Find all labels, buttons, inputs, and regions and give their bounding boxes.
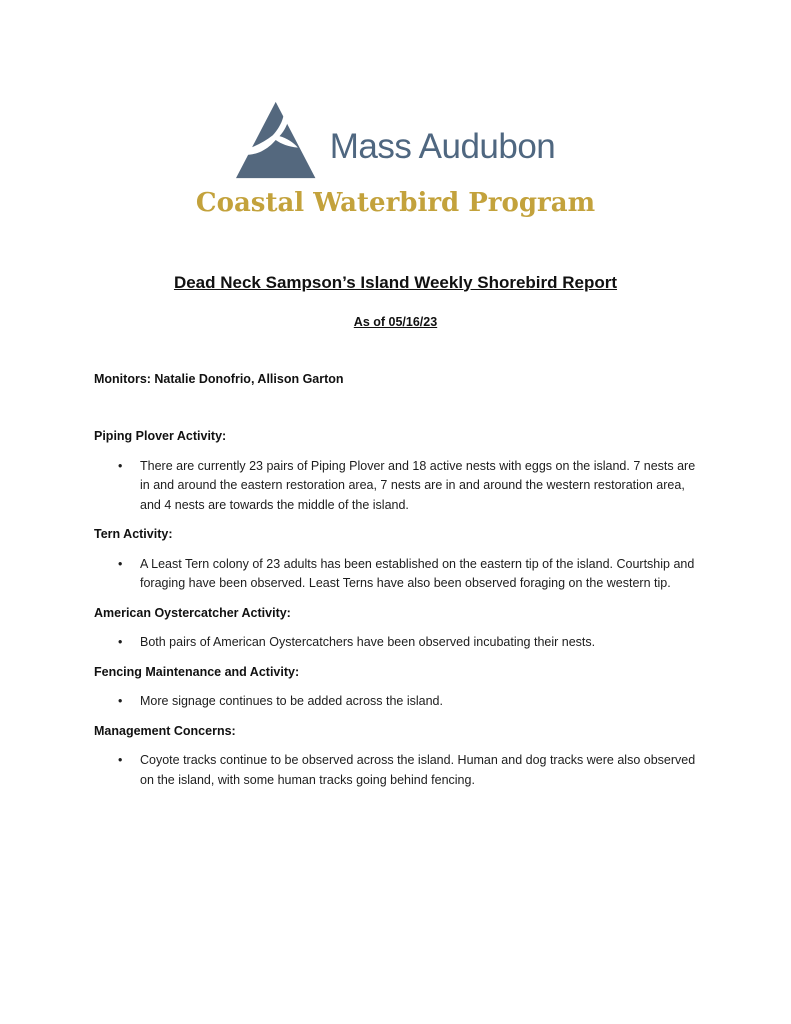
mass-audubon-triangle-bird-icon [236, 100, 320, 180]
bullet-item [94, 555, 697, 594]
bullet-item [94, 457, 697, 516]
report-sections [94, 427, 697, 790]
bullet-item [94, 692, 697, 712]
bullet-marker: • [118, 753, 123, 768]
bullet-text: Coyote tracks continue to be observed across the island. Human and dog tracks were also observed on the island, with some human tracks going behind fencing. [140, 753, 696, 787]
monitors-line: Monitors: Natalie Donofrio, Allison Garton [94, 371, 344, 386]
bullet-item [94, 633, 697, 653]
section-management-concerns [94, 722, 697, 791]
bullet-text: Both pairs of American Oystercatchers have been observed incubating their nests. [140, 635, 596, 650]
section-tern [94, 525, 697, 594]
program-name: Coastal Waterbird Program [195, 188, 596, 218]
section-fencing-maintenance [94, 663, 697, 712]
bullet-text: There are currently 23 pairs of Piping Plover and 18 active nests with eggs on the island. 7 nests are in and around the eastern restoration area, 7 nests are in and around the western restoration area, and 4 nests are towards the middle of the island. [140, 458, 696, 512]
section-heading: Management Concerns: [94, 723, 236, 738]
section-piping-plover [94, 427, 697, 515]
section-heading: American Oystercatcher Activity: [94, 605, 291, 620]
bullet-text: More signage continues to be added across the island. [140, 694, 443, 709]
bullet-marker: • [118, 635, 123, 650]
section-heading: Tern Activity: [94, 527, 173, 542]
logo-row [196, 100, 595, 180]
report-title: Dead Neck Sampson’s Island Weekly Shorebird Report [173, 272, 618, 292]
bullet-marker: • [118, 694, 123, 709]
bullet-marker: • [118, 556, 123, 571]
section-heading: Fencing Maintenance and Activity: [94, 664, 300, 679]
section-heading: Piping Plover Activity: [94, 429, 227, 444]
bullet-text: A Least Tern colony of 23 adults has been established on the eastern tip of the island. Courtship and foraging have been observed. Least Terns have also been observed foraging on the western tip. [140, 556, 695, 591]
section-american-oystercatcher [94, 604, 697, 653]
report-date: As of 05/16/23 [353, 315, 438, 330]
bullet-marker: • [118, 458, 123, 473]
bullet-item [94, 751, 697, 790]
org-name: Mass Audubon [329, 126, 556, 166]
logo [196, 100, 595, 224]
